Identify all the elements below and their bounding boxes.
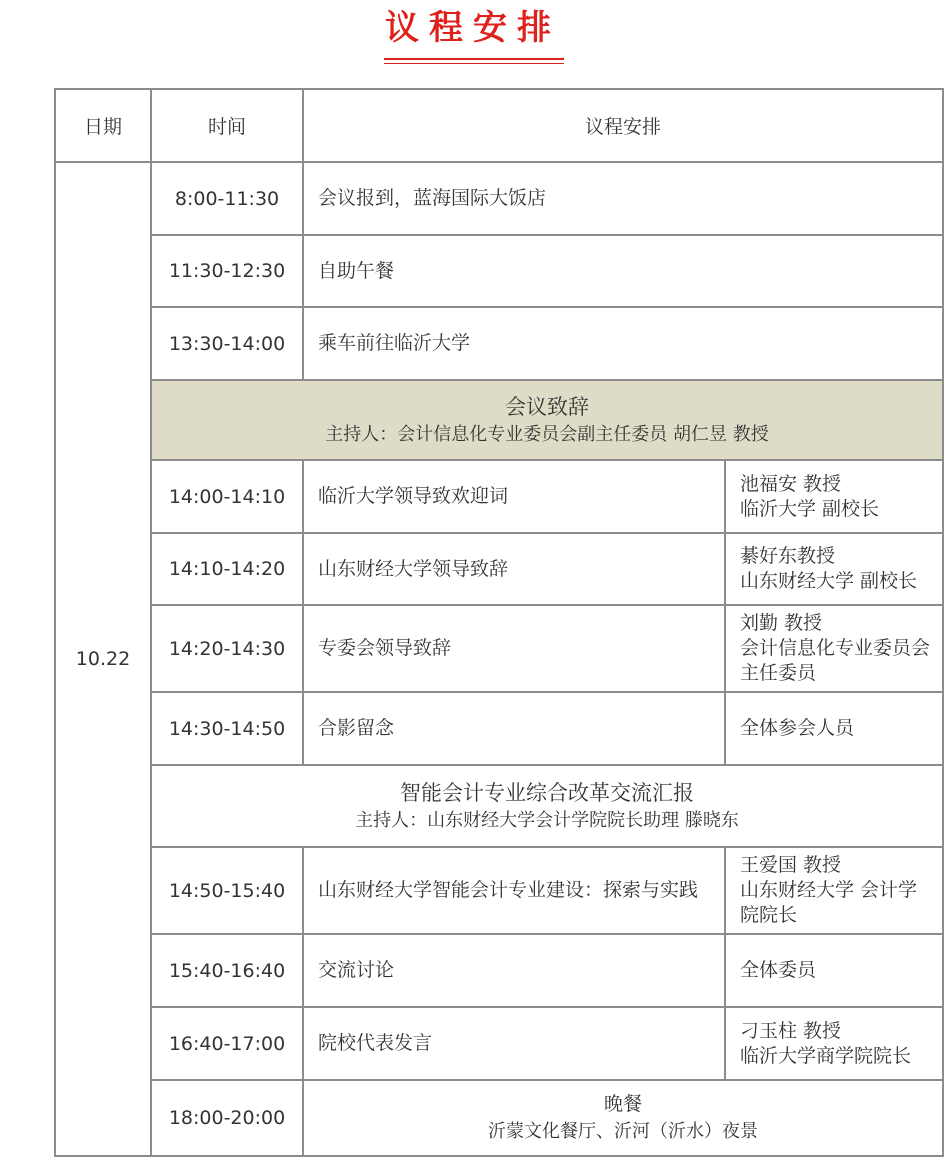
agenda-item: 山东财经大学智能会计专业建设：探索与实践 [303,847,725,934]
speaker-cell: 刁玉柱 教授 临沂大学商学院院长 [725,1007,943,1080]
title-underline-thin [384,63,564,64]
agenda-item: 临沂大学领导致欢迎词 [303,460,725,533]
header-agenda: 议程安排 [303,89,943,162]
speaker-cell: 全体委员 [725,934,943,1007]
time-cell: 14:30-14:50 [151,692,303,765]
agenda-table [54,88,944,1157]
table-header-row [55,89,943,162]
table-row [55,1007,943,1080]
time-cell: 14:10-14:20 [151,533,303,605]
section-host: 主持人：山东财经大学会计学院院长助理 滕晓东 [355,810,739,831]
agenda-item: 会议报到，蓝海国际大饭店 [303,162,943,235]
time-cell: 11:30-12:30 [151,235,303,307]
section-header [151,380,943,460]
table-row [55,533,943,605]
time-cell: 16:40-17:00 [151,1007,303,1080]
table-row [55,692,943,765]
section-title: 会议致辞 [505,395,589,419]
speaker-cell: 王爱国 教授 山东财经大学 会计学院院长 [725,847,943,934]
agenda-item: 专委会领导致辞 [303,605,725,692]
time-cell: 14:20-14:30 [151,605,303,692]
table-row [55,307,943,380]
table-row [55,934,943,1007]
agenda-item: 交流讨论 [303,934,725,1007]
agenda-item: 山东财经大学领导致辞 [303,533,725,605]
section-host: 主持人：会计信息化专业委员会副主任委员 胡仁昱 教授 [325,424,769,445]
agenda-item: 院校代表发言 [303,1007,725,1080]
dinner-cell [303,1080,943,1156]
agenda-item: 乘车前往临沂大学 [303,307,943,380]
title-underline [384,58,564,60]
table-row [55,162,943,235]
section-header [151,765,943,847]
header-time: 时间 [151,89,303,162]
agenda-item: 自助午餐 [303,235,943,307]
section-header-row [55,380,943,460]
time-cell: 8:00-11:30 [151,162,303,235]
speaker-cell: 全体参会人员 [725,692,943,765]
speaker-cell: 刘勤 教授 会计信息化专业委员会主任委员 [725,605,943,692]
dinner-place: 沂蒙文化餐厅、沂河（沂水）夜景 [488,1121,758,1142]
time-cell: 18:00-20:00 [151,1080,303,1156]
page-title: 议程安排 [385,8,561,48]
speaker-cell: 綦好东教授 山东财经大学 副校长 [725,533,943,605]
date-cell: 10.22 [55,162,151,1156]
section-header-row [55,765,943,847]
agenda-item: 合影留念 [303,692,725,765]
dinner-title: 晚餐 [604,1093,643,1115]
time-cell: 14:00-14:10 [151,460,303,533]
table-row [55,235,943,307]
section-title: 智能会计专业综合改革交流汇报 [400,781,694,805]
time-cell: 13:30-14:00 [151,307,303,380]
table-row [55,1080,943,1156]
table-row [55,605,943,692]
time-cell: 15:40-16:40 [151,934,303,1007]
table-row [55,460,943,533]
time-cell: 14:50-15:40 [151,847,303,934]
table-row [55,847,943,934]
speaker-cell: 池福安 教授 临沂大学 副校长 [725,460,943,533]
header-date: 日期 [55,89,151,162]
